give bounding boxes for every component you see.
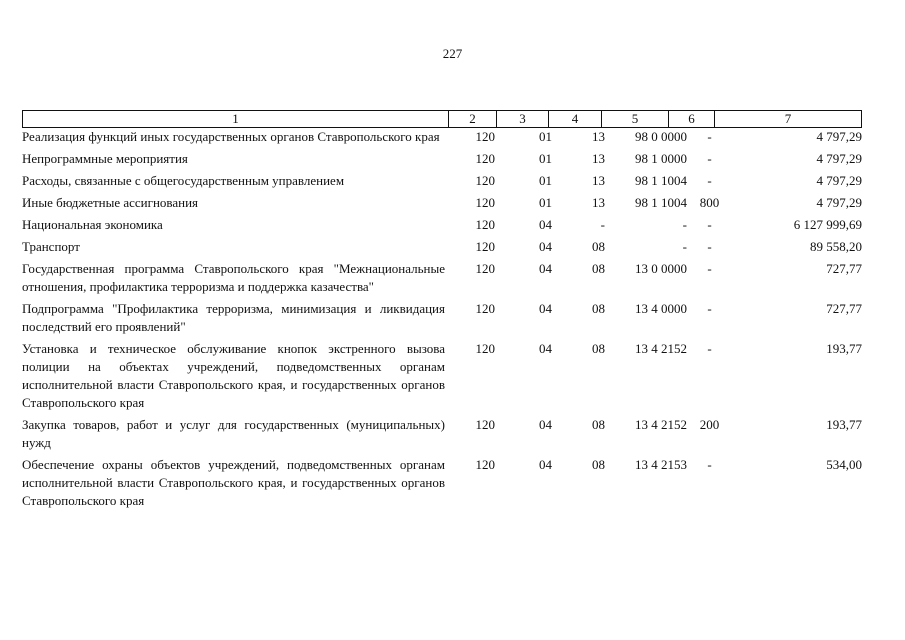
row-target-code: - — [682, 217, 687, 232]
row-ministry-code: 120 — [475, 129, 495, 144]
row-name: Транспорт — [22, 239, 80, 254]
row-expense-type: 800 — [699, 195, 720, 210]
row-section-code: 04 — [539, 341, 552, 356]
row-name: Государственная программа Ставропольского края "Межнациональные отношения, профилактика терроризма и поддержка казачества" — [22, 261, 445, 294]
column-header-6: 6 — [669, 111, 715, 127]
row-amount: 534,00 — [826, 457, 862, 472]
row-subsection-code: 13 — [592, 195, 605, 210]
row-subsection-code: 08 — [592, 457, 605, 472]
row-amount: 727,77 — [826, 261, 862, 276]
row-expense-type: - — [707, 301, 712, 316]
row-subsection-code: 13 — [592, 129, 605, 144]
row-amount: 4 797,29 — [816, 151, 862, 166]
row-subsection-code: 08 — [592, 239, 605, 254]
row-expense-type: 200 — [699, 417, 720, 432]
row-expense-type: - — [707, 173, 712, 188]
row-ministry-code: 120 — [475, 341, 495, 356]
row-ministry-code: 120 — [475, 457, 495, 472]
row-section-code: 04 — [539, 261, 552, 276]
row-section-code: 01 — [539, 195, 552, 210]
row-name: Реализация функций иных государственных органов Ставропольского края — [22, 129, 440, 144]
row-name: Обеспечение охраны объектов учреждений, подведомственных органам исполнительной власти Ставропольского края, и государственных органов Ставропольского края — [22, 457, 445, 508]
row-subsection-code: 13 — [592, 151, 605, 166]
table-row — [22, 238, 862, 256]
row-expense-type: - — [707, 151, 712, 166]
row-name: Непрограммные мероприятия — [22, 151, 188, 166]
row-subsection-code: 08 — [592, 417, 605, 432]
table-row — [22, 194, 862, 212]
row-subsection-code: 08 — [592, 301, 605, 316]
row-section-code: 01 — [539, 129, 552, 144]
row-expense-type: - — [707, 261, 712, 276]
row-section-code: 04 — [539, 239, 552, 254]
row-amount: 4 797,29 — [816, 129, 862, 144]
table-row — [22, 340, 862, 412]
row-expense-type: - — [707, 129, 712, 144]
table-row — [22, 216, 862, 234]
row-section-code: 04 — [539, 417, 552, 432]
table-row — [22, 128, 862, 146]
row-target-code: 13 4 2153 — [635, 457, 687, 472]
table-row — [22, 456, 862, 510]
row-ministry-code: 120 — [475, 301, 495, 316]
row-subsection-code: 13 — [592, 173, 605, 188]
row-amount: 4 797,29 — [816, 195, 862, 210]
table-row — [22, 260, 862, 296]
row-ministry-code: 120 — [475, 151, 495, 166]
column-header-1: 1 — [23, 111, 449, 127]
row-subsection-code: - — [600, 217, 605, 232]
column-header-2: 2 — [449, 111, 497, 127]
row-target-code: 13 4 0000 — [635, 301, 687, 316]
row-section-code: 04 — [539, 457, 552, 472]
row-target-code: 98 1 1004 — [635, 195, 687, 210]
row-target-code: 98 1 0000 — [635, 151, 687, 166]
row-amount: 6 127 999,69 — [793, 217, 862, 232]
row-section-code: 04 — [539, 217, 552, 232]
row-subsection-code: 08 — [592, 261, 605, 276]
row-target-code: 13 4 2152 — [635, 417, 687, 432]
row-name: Установка и техническое обслуживание кнопок экстренного вызова полиции на объектах учреждений, подведомственных органам исполнительной власти Ставропольского края, и государственных органов Ставропольского края — [22, 341, 445, 410]
column-header-3: 3 — [497, 111, 549, 127]
table-row — [22, 416, 862, 452]
row-ministry-code: 120 — [475, 217, 495, 232]
row-target-code: 13 0 0000 — [635, 261, 687, 276]
row-section-code: 01 — [539, 173, 552, 188]
column-header-5: 5 — [602, 111, 669, 127]
table-header — [22, 110, 862, 128]
row-target-code: - — [682, 239, 687, 254]
row-expense-type: - — [707, 457, 712, 472]
row-amount: 193,77 — [826, 417, 862, 432]
row-amount: 193,77 — [826, 341, 862, 356]
row-expense-type: - — [707, 239, 712, 254]
row-ministry-code: 120 — [475, 239, 495, 254]
row-target-code: 13 4 2152 — [635, 341, 687, 356]
column-header-4: 4 — [549, 111, 602, 127]
row-expense-type: - — [707, 217, 712, 232]
row-ministry-code: 120 — [475, 195, 495, 210]
row-section-code: 04 — [539, 301, 552, 316]
row-ministry-code: 120 — [475, 417, 495, 432]
row-target-code: 98 1 1004 — [635, 173, 687, 188]
row-amount: 89 558,20 — [810, 239, 862, 254]
column-header-7: 7 — [784, 111, 792, 126]
row-expense-type: - — [707, 341, 712, 356]
page-number: 227 — [442, 46, 463, 61]
table-row — [22, 172, 862, 190]
row-subsection-code: 08 — [592, 341, 605, 356]
row-name: Национальная экономика — [22, 217, 163, 232]
row-amount: 4 797,29 — [816, 173, 862, 188]
row-ministry-code: 120 — [475, 261, 495, 276]
table-body — [22, 128, 862, 514]
row-amount: 727,77 — [826, 301, 862, 316]
row-section-code: 01 — [539, 151, 552, 166]
row-name: Подпрограмма "Профилактика терроризма, минимизация и ликвидация последствий его проявлений" — [22, 301, 445, 334]
row-name: Иные бюджетные ассигнования — [22, 195, 199, 210]
row-name: Закупка товаров, работ и услуг для государственных (муниципальных) нужд — [22, 417, 445, 450]
row-target-code: 98 0 0000 — [635, 129, 687, 144]
row-name: Расходы, связанные с общегосударственным управлением — [22, 173, 345, 188]
row-ministry-code: 120 — [475, 173, 495, 188]
table-row — [22, 300, 862, 336]
table-row — [22, 150, 862, 168]
